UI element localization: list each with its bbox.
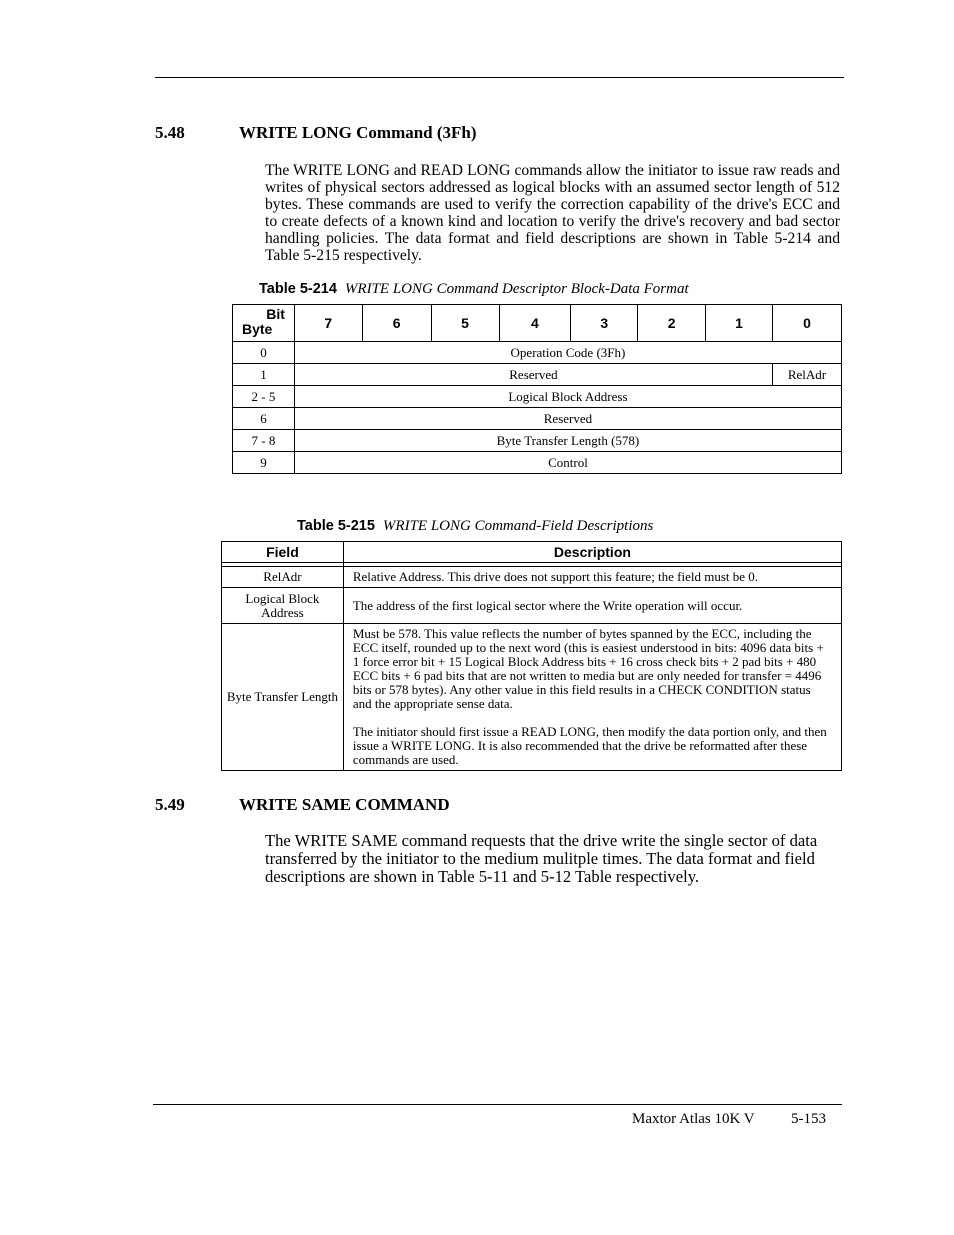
bit-header: 3 [571, 305, 638, 342]
table-row [233, 430, 842, 452]
description-cell: Relative Address. This drive does not support this feature; the field must be 0. [343, 567, 841, 588]
footer-product: Maxtor Atlas 10K V [632, 1111, 755, 1127]
header-rule [155, 77, 844, 78]
byte-cell: 0 [233, 342, 295, 364]
table-caption-label: Table 5-215 [297, 518, 375, 534]
field-name-cell: Byte Transfer Length [222, 624, 344, 771]
bit-header: 1 [706, 305, 773, 342]
bit-header: 0 [773, 305, 842, 342]
table-row [222, 624, 842, 771]
bit-header: 2 [638, 305, 706, 342]
section-title: WRITE SAME COMMAND [239, 795, 450, 814]
field-name-cell: Logical Block Address [222, 588, 344, 624]
field-cell: Logical Block Address [294, 386, 841, 408]
byte-cell: 1 [233, 364, 295, 386]
bit-header: 7 [294, 305, 362, 342]
field-cell: Reserved [294, 364, 772, 386]
byte-cell: 2 - 5 [233, 386, 295, 408]
footer-rule [153, 1104, 842, 1105]
field-cell: Byte Transfer Length (578) [294, 430, 841, 452]
table-row [233, 386, 842, 408]
bit-byte-header [233, 305, 295, 342]
table-215-caption [297, 518, 653, 535]
section-5-49-paragraph: The WRITE SAME command requests that the drive write the single sector of data transferred by the initiator to the medium mulitple times. The data format and field descriptions are shown in Table 5-11 and 5-12 Table respectively. [265, 831, 818, 886]
table-header-row [222, 542, 842, 563]
table-row [233, 452, 842, 474]
description-cell [343, 624, 841, 771]
byte-label: Byte [242, 321, 273, 337]
section-5-48-paragraph: The WRITE LONG and READ LONG commands allow the initiator to issue raw reads and writes of physical sectors addressed as logical blocks with an assumed sector length of 512 bytes. These commands are used to verify the correction capability of the drive's ECC and to create defects of a known kind and location to verify the drive's recovery and bad sector handling policies. The data format and field descriptions are shown in Table 5-214 and Table 5-215 respectively. [265, 162, 840, 264]
bit-header: 4 [499, 305, 571, 342]
field-cell: Reserved [294, 408, 841, 430]
table-row [222, 567, 842, 588]
byte-cell: 6 [233, 408, 295, 430]
reladr-cell: RelAdr [773, 364, 842, 386]
table-row [233, 342, 842, 364]
cdb-format-table [232, 304, 842, 474]
table-214-caption [259, 281, 689, 298]
table-caption-text: WRITE LONG Command Descriptor Block-Data Format [344, 281, 689, 297]
footer-page-number: 5-153 [791, 1111, 826, 1127]
table-row [222, 588, 842, 624]
table-caption-label: Table 5-214 [259, 281, 337, 297]
field-descriptions-table [221, 541, 842, 771]
byte-cell: 7 - 8 [233, 430, 295, 452]
table-caption-text: WRITE LONG Command-Field Descriptions [382, 518, 654, 534]
table-row [233, 364, 842, 386]
section-number: 5.49 [155, 795, 185, 814]
bit-header: 6 [362, 305, 431, 342]
field-cell: Operation Code (3Fh) [294, 342, 841, 364]
field-header: Field [222, 542, 344, 563]
bit-label: Bit [266, 306, 285, 322]
table-row [233, 408, 842, 430]
description-paragraph: The initiator should first issue a READ LONG, then modify the data portion only, and then issue a WRITE LONG. It is also recommended that the drive be reformatted after these commands are used. [352, 724, 827, 767]
bit-header: 5 [431, 305, 499, 342]
description-paragraph: Must be 578. This value reflects the number of bytes spanned by the ECC, including the ECC itself, rounded up to the next word (this is easiest understood in bits: 4096 data bits + 1 force error bit + 15 Logical Block Address bits + 16 cross check bits + 2 pad bits + 480 ECC bits + 6 pad bits that are not written to media but are only needed for transfer = 4496 bits or 578 bytes). Any other value in this field results in a CHECK CONDITION status and the appropriate sense data. [352, 626, 824, 711]
field-cell: Control [294, 452, 841, 474]
description-cell: The address of the first logical sector where the Write operation will occur. [343, 588, 841, 624]
section-number: 5.48 [155, 123, 185, 142]
table-header-row [233, 305, 842, 342]
description-header: Description [343, 542, 841, 563]
field-name-cell: RelAdr [222, 567, 344, 588]
byte-cell: 9 [233, 452, 295, 474]
section-title: WRITE LONG Command (3Fh) [239, 123, 477, 142]
